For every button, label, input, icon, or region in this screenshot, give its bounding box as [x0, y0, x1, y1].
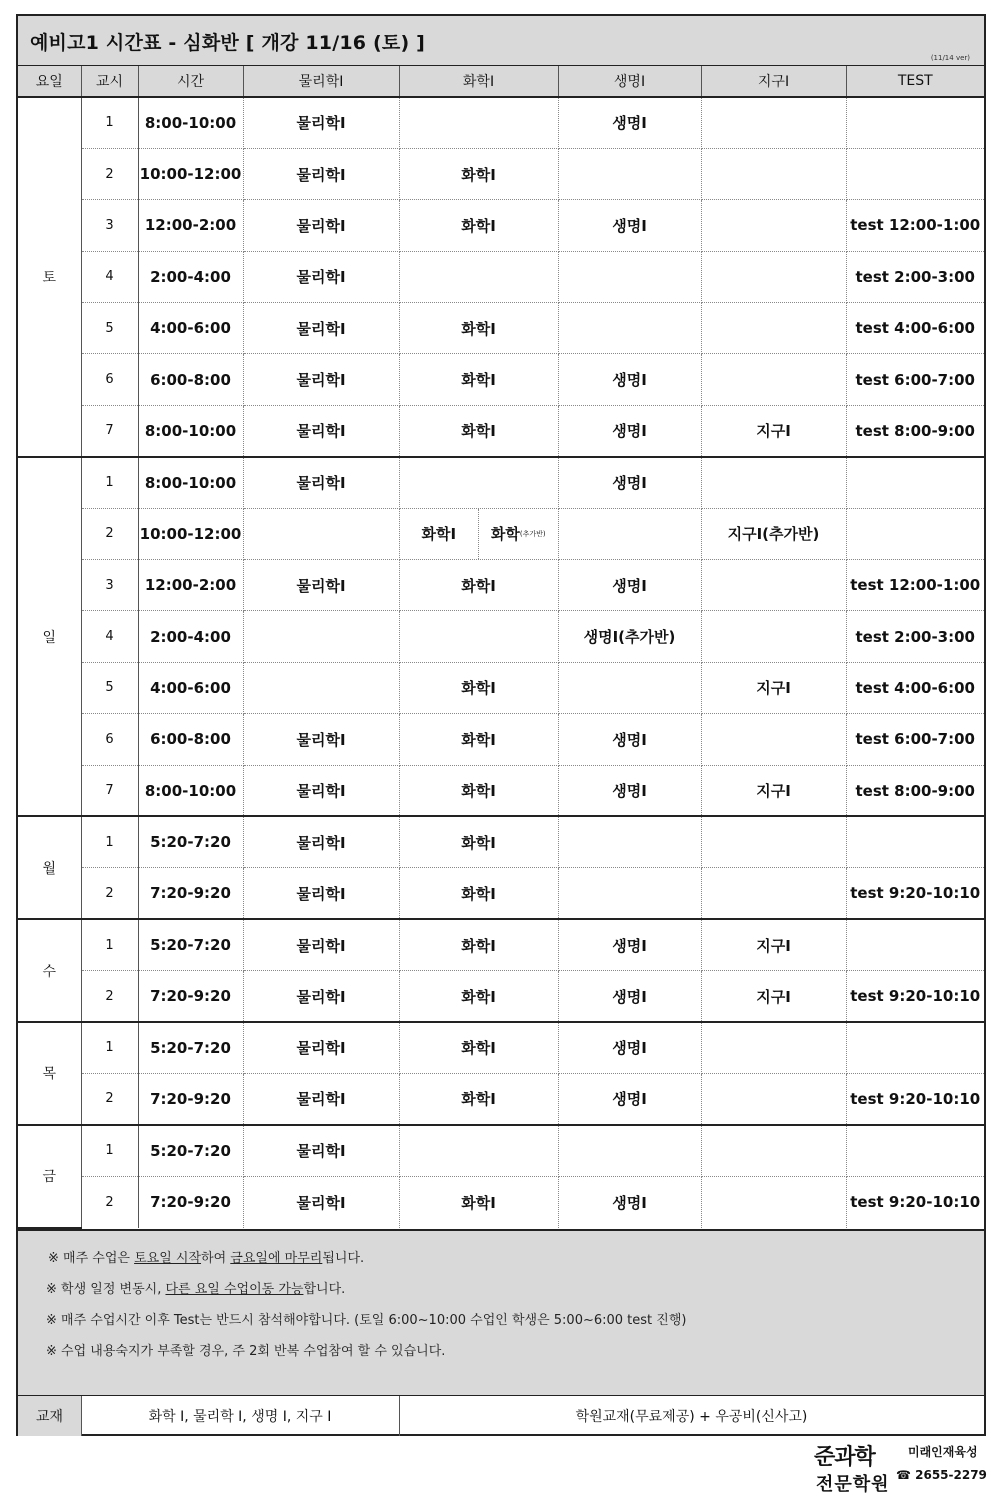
table-row	[18, 765, 984, 816]
textbook-subjects: 화학 I, 물리학 I, 생명 I, 지구 I	[81, 1396, 400, 1436]
table-row	[18, 200, 984, 251]
note-2-text-2: 합니다.	[303, 1282, 346, 1297]
physics-cell: 물리학I	[243, 303, 399, 354]
period-cell: 2	[81, 148, 138, 199]
biology-cell: 생명I	[558, 714, 701, 765]
biology-cell	[558, 148, 701, 199]
header-physics: 물리학I	[243, 66, 399, 97]
period-cell: 7	[81, 765, 138, 816]
timetable	[18, 66, 984, 1229]
biology-cell: 생명I	[558, 1073, 701, 1124]
period-cell: 2	[81, 508, 138, 559]
header-biology: 생명I	[558, 66, 701, 97]
test-cell: test 2:00-3:00	[846, 251, 984, 302]
chemistry-cell: 화학I	[399, 765, 558, 816]
test-cell	[846, 1022, 984, 1073]
day-label-sat: 토	[18, 97, 81, 457]
phone-number: ☎ 2655-2279	[896, 1468, 987, 1482]
biology-cell	[558, 1125, 701, 1176]
table-row	[18, 354, 984, 405]
physics-cell	[243, 508, 399, 559]
chemistry-cell: 화학I	[399, 714, 558, 765]
physics-cell: 물리학I	[243, 354, 399, 405]
table-row	[18, 457, 984, 508]
physics-cell	[243, 611, 399, 662]
time-cell: 10:00-12:00	[138, 508, 243, 559]
day-label-sun: 일	[18, 457, 81, 817]
chemistry-cell: 화학I	[399, 971, 558, 1022]
biology-cell: 생명I	[558, 200, 701, 251]
earth-cell: 지구I	[701, 405, 846, 456]
test-cell: test 8:00-9:00	[846, 405, 984, 456]
physics-cell: 물리학I	[243, 97, 399, 148]
earth-cell	[701, 611, 846, 662]
period-cell: 1	[81, 816, 138, 867]
test-cell	[846, 1125, 984, 1176]
note-1	[48, 1247, 364, 1266]
chemistry-cell: 화학I	[399, 919, 558, 970]
physics-cell: 물리학I	[243, 200, 399, 251]
chemistry-cell: 화학I	[399, 560, 558, 611]
physics-cell: 물리학I	[243, 1176, 399, 1227]
table-row	[18, 303, 984, 354]
period-cell: 1	[81, 1022, 138, 1073]
academy-logo	[814, 1440, 894, 1496]
table-row	[18, 560, 984, 611]
table-row	[18, 816, 984, 867]
time-cell: 2:00-4:00	[138, 611, 243, 662]
earth-cell	[701, 816, 846, 867]
time-cell: 7:20-9:20	[138, 868, 243, 919]
table-row	[18, 251, 984, 302]
biology-cell: 생명I	[558, 405, 701, 456]
table-row	[18, 611, 984, 662]
chemistry-cell	[399, 97, 558, 148]
biology-cell: 생명I	[558, 919, 701, 970]
chemistry-cell: 화학I	[399, 1073, 558, 1124]
biology-cell	[558, 868, 701, 919]
chemistry-cell: 화학I	[399, 303, 558, 354]
table-row	[18, 971, 984, 1022]
physics-cell: 물리학I	[243, 405, 399, 456]
physics-cell: 물리학I	[243, 816, 399, 867]
earth-cell	[701, 868, 846, 919]
chemistry-cell: 화학I	[399, 200, 558, 251]
period-cell: 1	[81, 97, 138, 148]
biology-cell: 생명I	[558, 354, 701, 405]
chemistry-cell-split	[399, 508, 558, 559]
biology-cell: 생명I	[558, 1176, 701, 1227]
test-cell: test 6:00-7:00	[846, 354, 984, 405]
chemistry-cell: 화학I	[399, 354, 558, 405]
time-cell: 5:20-7:20	[138, 816, 243, 867]
physics-cell: 물리학I	[243, 560, 399, 611]
table-row	[18, 1176, 984, 1227]
period-cell: 1	[81, 1125, 138, 1176]
day-label-mon: 월	[18, 816, 81, 919]
note-1-text-2: 하여	[201, 1251, 231, 1266]
chemistry-extra-name: 화학	[490, 525, 520, 544]
earth-cell: 지구I	[701, 662, 846, 713]
earth-cell	[701, 1022, 846, 1073]
test-cell: test 2:00-3:00	[846, 611, 984, 662]
physics-cell: 물리학I	[243, 765, 399, 816]
day-label-wed: 수	[18, 919, 81, 1022]
earth-cell	[701, 251, 846, 302]
chemistry-cell: 화학I	[399, 148, 558, 199]
test-cell: test 9:20-10:10	[850, 1193, 981, 1212]
biology-cell	[558, 303, 701, 354]
physics-cell: 물리학I	[243, 971, 399, 1022]
test-cell	[846, 457, 984, 508]
note-2-text: ※ 학생 일정 변동시,	[46, 1282, 166, 1297]
test-cell	[846, 508, 984, 559]
earth-cell	[701, 1125, 846, 1176]
physics-cell: 물리학I	[243, 1022, 399, 1073]
biology-cell: 생명I	[558, 971, 701, 1022]
note-1-underline-1: 토요일 시작	[134, 1251, 202, 1266]
test-cell: test 12:00-1:00	[846, 200, 984, 251]
time-cell: 7:20-9:20	[138, 971, 243, 1022]
period-cell: 1	[81, 457, 138, 508]
header-test: TEST	[846, 66, 984, 97]
chemistry-cell: 화학I	[399, 868, 558, 919]
physics-cell: 물리학I	[243, 148, 399, 199]
chemistry-cell: 화학I	[399, 662, 558, 713]
biology-cell: 생명I(추가반)	[558, 611, 701, 662]
time-cell: 12:00-2:00	[138, 200, 243, 251]
table-row	[18, 97, 984, 148]
test-cell: test 12:00-1:00	[846, 560, 984, 611]
test-cell: test 4:00-6:00	[846, 662, 984, 713]
test-cell: test 4:00-6:00	[846, 303, 984, 354]
notes-panel	[18, 1229, 984, 1395]
table-row	[18, 405, 984, 456]
note-1-text: ※ 매주 수업은	[48, 1251, 135, 1266]
table-row	[18, 1073, 984, 1124]
test-cell: test 9:20-10:10	[846, 971, 984, 1022]
period-cell: 6	[81, 714, 138, 765]
physics-cell: 물리학I	[243, 457, 399, 508]
physics-cell: 물리학I	[243, 714, 399, 765]
time-cell: 8:00-10:00	[138, 765, 243, 816]
biology-cell: 생명I	[558, 560, 701, 611]
time-cell: 5:20-7:20	[138, 919, 243, 970]
header-chemistry: 화학I	[399, 66, 558, 97]
period-cell: 3	[81, 560, 138, 611]
chemistry-extra-note: (추가반)	[519, 529, 546, 538]
logo-line-1: 준과학	[814, 1444, 875, 1470]
period-cell: 7	[81, 405, 138, 456]
day-label-thu: 목	[18, 1022, 81, 1125]
biology-cell: 생명I	[558, 457, 701, 508]
table-row	[18, 508, 984, 559]
time-cell: 7:20-9:20	[138, 1073, 243, 1124]
earth-cell	[701, 714, 846, 765]
time-cell: 8:00-10:00	[138, 405, 243, 456]
biology-cell	[558, 816, 701, 867]
earth-cell	[701, 1073, 846, 1124]
logo-line-2: 전문학원	[816, 1474, 890, 1495]
chemistry-cell: 화학I	[399, 1176, 558, 1227]
time-cell: 5:20-7:20	[138, 1022, 243, 1073]
page-title: 예비고1 시간표 - 심화반 [ 개강 11/16 (토) ]	[30, 32, 426, 54]
day-label-fri: 금	[18, 1125, 81, 1228]
chemistry-cell: 화학I	[399, 816, 558, 867]
biology-cell	[558, 508, 701, 559]
physics-cell: 물리학I	[243, 1125, 399, 1176]
note-2-underline: 다른 요일 수업이동 가능	[165, 1282, 304, 1297]
time-cell: 8:00-10:00	[138, 457, 243, 508]
physics-cell	[243, 662, 399, 713]
earth-cell: 지구I	[701, 971, 846, 1022]
version-label: (11/14 ver)	[930, 54, 970, 62]
earth-cell	[701, 200, 846, 251]
header-day: 요일	[18, 66, 81, 97]
biology-cell: 생명I	[558, 765, 701, 816]
time-cell: 6:00-8:00	[138, 354, 243, 405]
time-cell: 10:00-12:00	[138, 148, 243, 199]
physics-cell: 물리학I	[243, 251, 399, 302]
chemistry-cell	[399, 457, 558, 508]
biology-cell	[558, 251, 701, 302]
note-1-text-3: 됩니다.	[322, 1251, 365, 1266]
table-row	[18, 1022, 984, 1073]
period-cell: 2	[81, 1176, 138, 1227]
table-row	[18, 1125, 984, 1176]
period-cell: 4	[81, 251, 138, 302]
test-cell	[846, 97, 984, 148]
time-cell: 8:00-10:00	[138, 97, 243, 148]
test-cell: test 9:20-10:10	[846, 1073, 984, 1124]
table-row	[18, 919, 984, 970]
chemistry-extra	[478, 509, 558, 559]
period-cell: 3	[81, 200, 138, 251]
chemistry-regular: 화학I	[421, 525, 457, 544]
earth-cell	[701, 1176, 846, 1227]
earth-cell	[701, 97, 846, 148]
biology-cell: 생명I	[558, 1022, 701, 1073]
earth-cell	[701, 148, 846, 199]
physics-cell: 물리학I	[243, 1073, 399, 1124]
header-period: 교시	[81, 66, 138, 97]
note-2	[46, 1278, 345, 1297]
biology-cell: 생명I	[558, 97, 701, 148]
test-cell: test 9:20-10:10	[846, 868, 984, 919]
note-3: ※ 매주 수업시간 이후 Test는 반드시 참석해야합니다. (토일 6:00~10:00 수업인 학생은 5:00~6:00 test 진행)	[46, 1313, 687, 1328]
biology-cell	[558, 662, 701, 713]
timetable-frame	[16, 14, 986, 1436]
textbook-label: 교재	[18, 1396, 82, 1436]
table-row	[18, 714, 984, 765]
earth-cell: 지구I	[701, 919, 846, 970]
chemistry-cell: 화학I	[399, 1022, 558, 1073]
chemistry-cell	[399, 1125, 558, 1176]
time-cell: 4:00-6:00	[138, 303, 243, 354]
time-cell: 4:00-6:00	[138, 662, 243, 713]
period-cell: 5	[81, 303, 138, 354]
table-row	[18, 662, 984, 713]
test-cell	[846, 919, 984, 970]
physics-cell: 물리학I	[243, 868, 399, 919]
earth-cell	[701, 303, 846, 354]
table-row	[18, 868, 984, 919]
note-4: ※ 수업 내용숙지가 부족할 경우, 주 2회 반복 수업참여 할 수 있습니다.	[46, 1344, 446, 1359]
test-cell: test 6:00-7:00	[846, 714, 984, 765]
header-time: 시간	[138, 66, 243, 97]
period-cell: 2	[81, 868, 138, 919]
physics-cell: 물리학I	[243, 919, 399, 970]
time-cell: 6:00-8:00	[138, 714, 243, 765]
table-row	[18, 148, 984, 199]
test-cell	[846, 816, 984, 867]
time-cell: 7:20-9:20	[138, 1176, 243, 1227]
chemistry-cell	[399, 611, 558, 662]
textbook-materials: 학원교재(무료제공) + 우공비(신사고)	[575, 1409, 808, 1425]
earth-cell	[701, 560, 846, 611]
test-cell: test 8:00-9:00	[846, 765, 984, 816]
period-cell: 2	[81, 1073, 138, 1124]
slogan: 미래인재육성	[908, 1445, 978, 1459]
earth-cell: 지구I(추가반)	[701, 508, 846, 559]
time-cell: 5:20-7:20	[138, 1125, 243, 1176]
earth-cell: 지구I	[701, 765, 846, 816]
earth-cell	[701, 354, 846, 405]
textbook-row	[18, 1395, 984, 1436]
period-cell: 5	[81, 662, 138, 713]
header-row	[18, 66, 984, 97]
chemistry-cell	[399, 251, 558, 302]
time-cell: 12:00-2:00	[138, 560, 243, 611]
time-cell: 2:00-4:00	[138, 251, 243, 302]
title-bar	[18, 16, 984, 66]
header-earth-science: 지구I	[701, 66, 846, 97]
period-cell: 2	[81, 971, 138, 1022]
period-cell: 6	[81, 354, 138, 405]
note-1-underline-2: 금요일에 마무리	[230, 1251, 323, 1266]
chemistry-cell: 화학I	[399, 405, 558, 456]
period-cell: 4	[81, 611, 138, 662]
earth-cell	[701, 457, 846, 508]
period-cell: 1	[81, 919, 138, 970]
test-cell	[846, 148, 984, 199]
